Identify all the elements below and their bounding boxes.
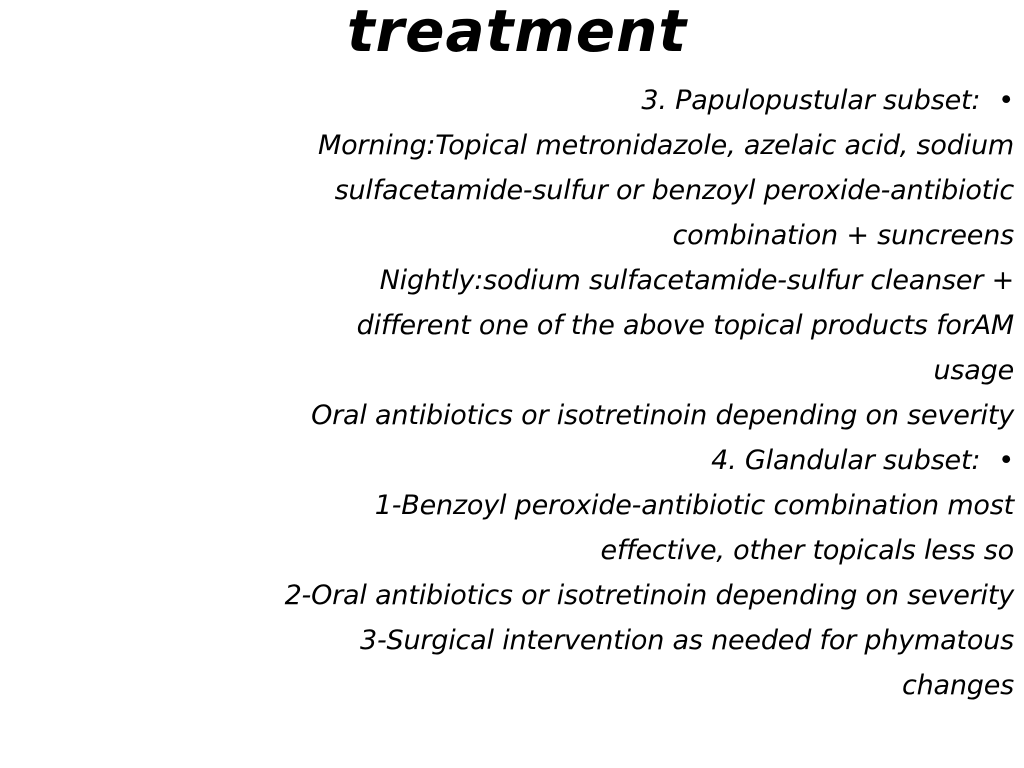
bullet-line-glandular [114,438,1014,483]
text-line: Nightly:sodium sulfacetamide-sulfur cleanser + [379,265,1014,296]
bullet-icon: • [998,85,1014,116]
line-text: 4. Glandular subset: [711,445,981,476]
text-line: 3-Surgical intervention as needed for phymatous [360,625,1014,656]
text-line: sulfacetamide-sulfur or benzoyl peroxide-antibiotic [334,175,1014,206]
text-line: 1-Benzoyl peroxide-antibiotic combination most [374,490,1014,521]
text-line: Oral antibiotics or isotretinoin depending on severity [311,400,1014,431]
slide-title: treatment [346,0,688,65]
text-line: combination + suncreens [672,220,1014,251]
text-line: Morning:Topical metronidazole, azelaic acid, sodium [318,130,1014,161]
bullet-icon: • [998,445,1014,476]
text-line: effective, other topicals less so [600,535,1014,566]
line-text: 3. Papulopustular subset: [641,85,981,116]
bullet-line-papulopustular [114,78,1014,123]
slide-body [114,78,1014,708]
text-line: different one of the above topical products forAM [356,310,1014,341]
text-line: changes [901,670,1014,701]
text-line: usage [933,355,1014,386]
text-line: 2-Oral antibiotics or isotretinoin depending on severity [284,580,1014,611]
